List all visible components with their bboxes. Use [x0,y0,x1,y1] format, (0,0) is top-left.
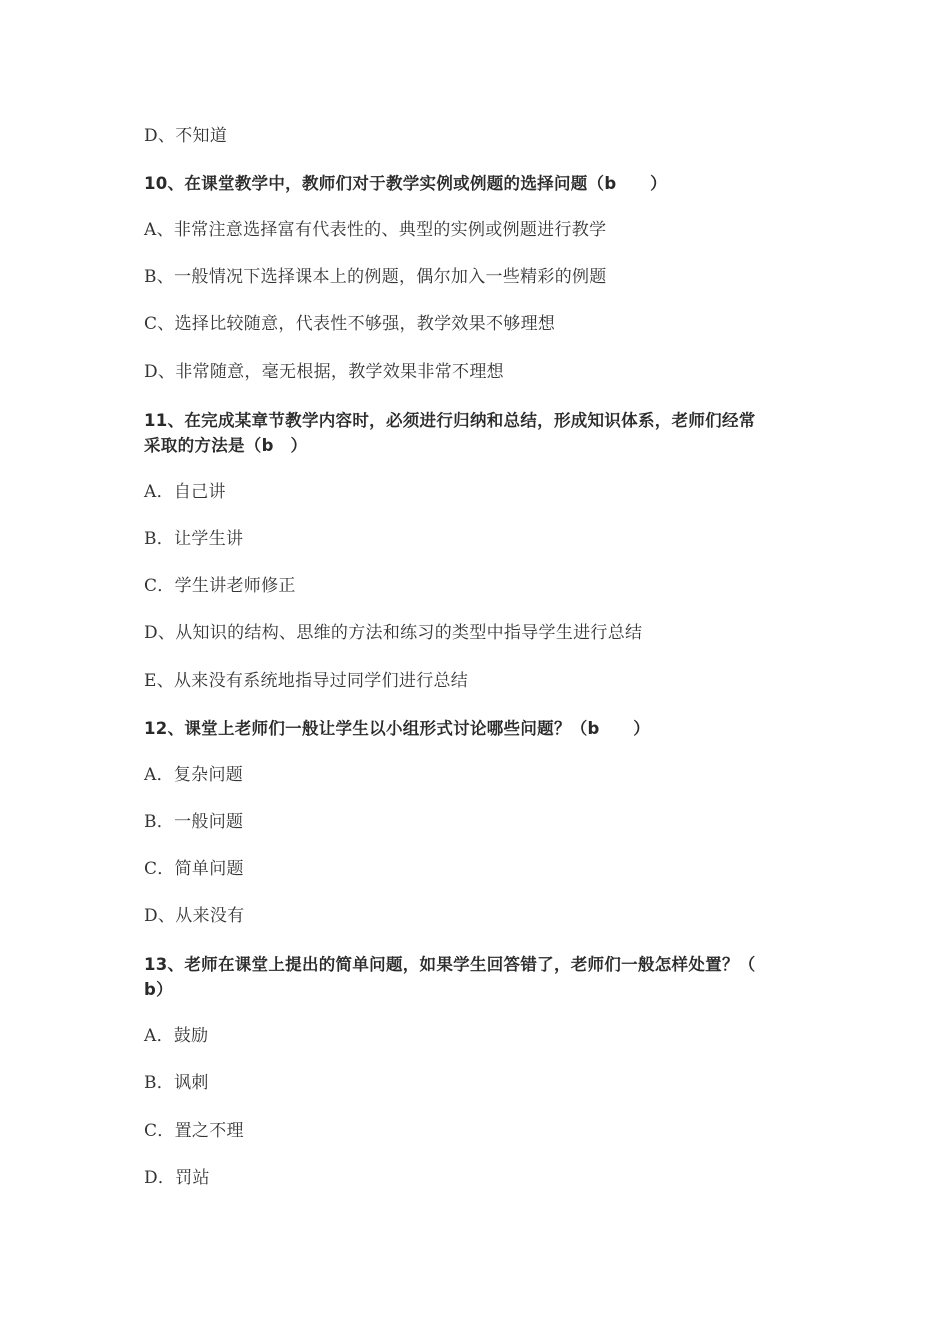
q12-option-b: B．一般问题 [144,812,244,832]
q13-option-c: C．置之不理 [144,1121,244,1141]
q11-question-line2: 采取的方法是（b ） [144,436,308,455]
q10-question: 10、在课堂教学中，教师们对于教学实例或例题的选择问题（b ） [144,174,667,193]
q13-option-a: A．鼓励 [144,1026,209,1046]
q13-question-line2: b） [144,980,173,999]
q10-option-d: D、非常随意，毫无根据，教学效果非常不理想 [144,362,504,382]
q12-option-a: A．复杂问题 [144,765,244,785]
q11-option-c: C．学生讲老师修正 [144,576,296,596]
q9-option-d: D、不知道 [144,126,228,146]
q10-option-c: C、选择比较随意，代表性不够强，教学效果不够理想 [144,314,556,334]
q11-option-a: A．自己讲 [144,482,226,502]
q12-option-d: D、从来没有 [144,906,245,926]
q13-question-line1: 13、老师在课堂上提出的简单问题，如果学生回答错了，老师们一般怎样处置？（ [144,955,756,974]
q10-option-b: B、一般情况下选择课本上的例题，偶尔加入一些精彩的例题 [144,267,607,287]
q11-option-b: B．让学生讲 [144,529,244,549]
q11-option-d: D、从知识的结构、思维的方法和练习的类型中指导学生进行总结 [144,623,643,643]
q11-question-line1: 11、在完成某章节教学内容时，必须进行归纳和总结，形成知识体系，老师们经常 [144,411,756,430]
q13-option-d: D．罚站 [144,1168,210,1188]
q12-option-c: C．简单问题 [144,859,244,879]
q10-option-a: A、非常注意选择富有代表性的、典型的实例或例题进行教学 [144,220,607,240]
q13-option-b: B．讽刺 [144,1073,209,1093]
q12-question: 12、课堂上老师们一般让学生以小组形式讨论哪些问题？（b ） [144,719,651,738]
q11-option-e: E、从来没有系统地指导过同学们进行总结 [144,671,469,691]
